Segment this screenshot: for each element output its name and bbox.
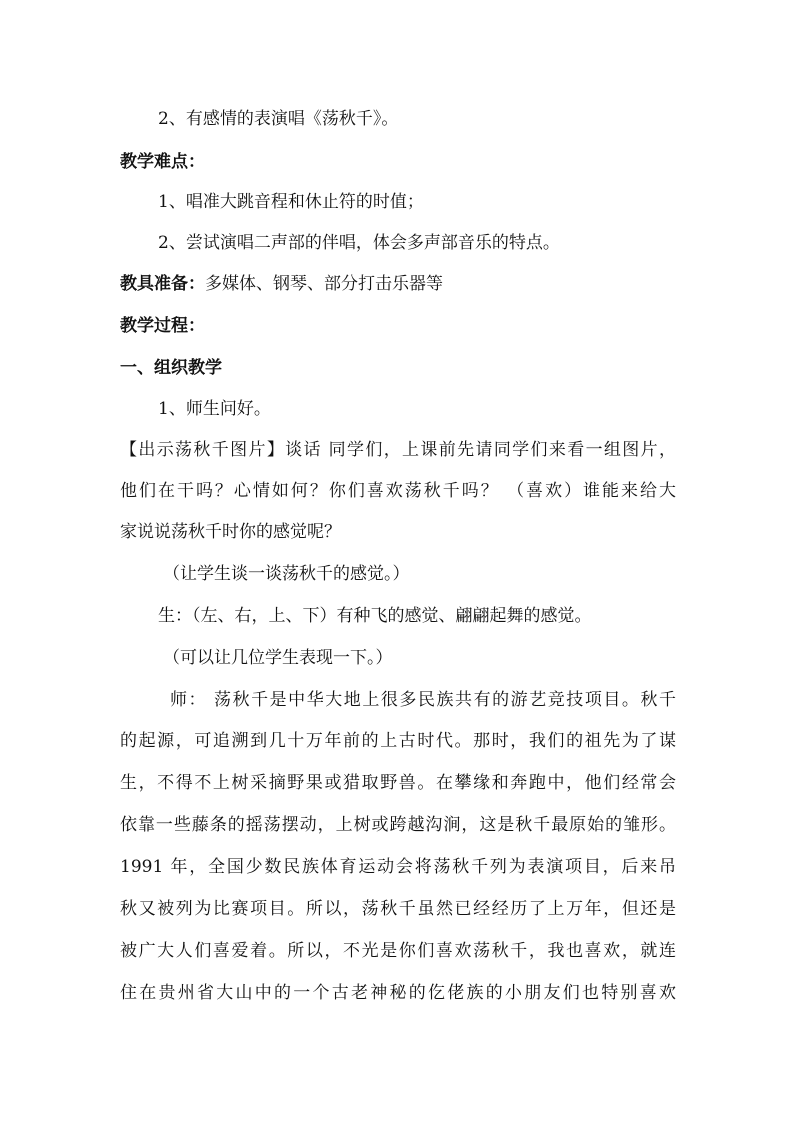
paragraph-line: 生，不得不上树采摘野果或猎取野兽。在攀缘和奔跑中，他们经常会 <box>120 773 676 793</box>
paragraph-line: 住在贵州省大山中的一个古老神秘的仡佬族的小朋友们也特别喜欢 <box>120 983 676 1003</box>
paragraph-line: 的起源，可追溯到几十万年前的上古时代。那时，我们的祖先为了谋 <box>120 731 676 751</box>
student-response: 生：（左、右，上、下）有种飞的感觉、翩翩起舞的感觉。 <box>158 606 592 626</box>
difficulty-item-1: 1、唱准大跳音程和休止符的时值； <box>158 192 424 212</box>
paragraph-line: 被广大人们喜爱着。所以，不光是你们喜欢荡秋千，我也喜欢，就连 <box>120 941 676 961</box>
difficulty-item-2: 2、尝试演唱二声部的伴唱，体会多声部音乐的特点。 <box>158 233 560 253</box>
paragraph-line: 家说说荡秋千时你的感觉呢？ <box>120 522 341 542</box>
objective-item-2: 2、有感情的表演唱《荡秋千》。 <box>158 109 399 129</box>
paragraph-line: 【出示荡秋千图片】谈话 同学们，上课前先请同学们来看一组图片， <box>120 440 676 460</box>
section-heading-difficulties: 教学难点： <box>120 152 205 172</box>
paragraph-line: 秋又被列为比赛项目。所以，荡秋千虽然已经经历了上万年，但还是 <box>120 899 676 919</box>
materials-label: 教具准备： <box>120 274 205 294</box>
teacher-paragraph-line: 师： 荡秋千是中华大地上很多民族共有的游艺竞技项目。秋千 <box>170 690 676 710</box>
paragraph-line: 1991 年，全国少数民族体育运动会将荡秋千列为表演项目，后来吊 <box>120 857 676 877</box>
stage-direction: （让学生谈一谈荡秋千的感觉。） <box>163 564 410 584</box>
materials-text: 多媒体、钢琴、部分打击乐器等 <box>205 274 443 294</box>
materials-line <box>120 272 443 296</box>
paragraph-line: 他们在干吗？心情如何？你们喜欢荡秋千吗？ （喜欢）谁能来给大 <box>120 481 676 501</box>
section-heading-organize: 一、组织教学 <box>120 358 222 378</box>
paragraph-line: 依靠一些藤条的摇荡摆动，上树或跨越沟涧，这是秋千最原始的雏形。 <box>120 815 676 835</box>
section-heading-process: 教学过程： <box>120 316 205 336</box>
stage-direction: （可以让几位学生表现一下。） <box>163 648 393 668</box>
step-item-1: 1、师生问好。 <box>158 399 271 419</box>
